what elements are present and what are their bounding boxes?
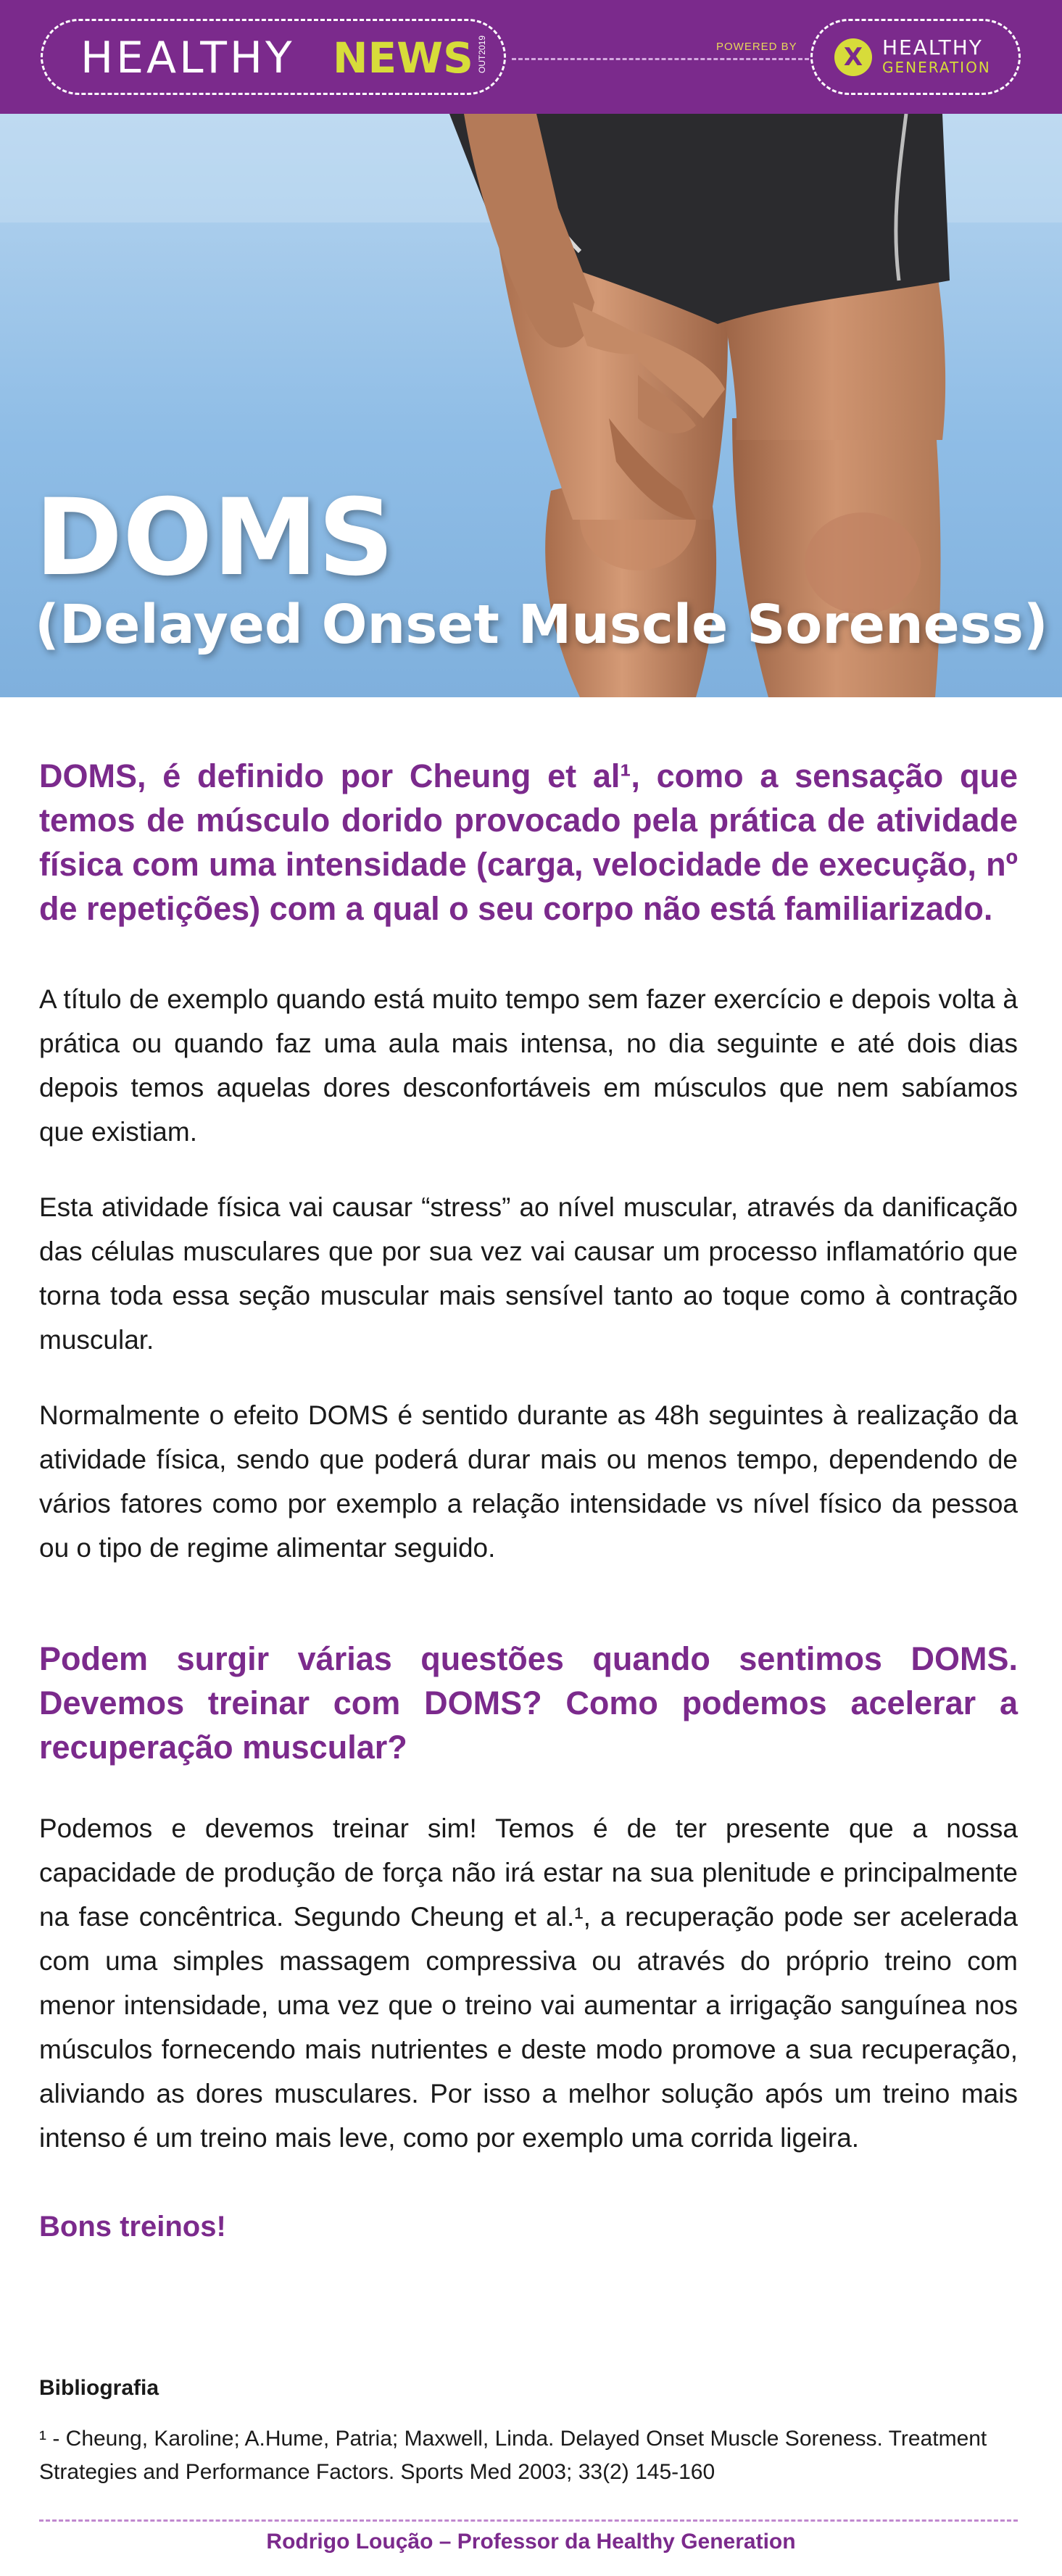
answer-paragraph: Podemos e devemos treinar sim! Temos é de ter presente que a nossa capacidade de produção de força não irá estar na sua plenitude e principalmente na fase concêntrica. Segundo Cheung et al.¹, a recuperação pode ser acelerada com uma simples massagem compressiva ou através do próprio treino com menor intensidade, uma vez que o treino vai aumentar a irrigação sanguínea nos músculos fornecendo mais nutrientes e deste modo promove a sua recuperação, aliviando as dores musculares. Por isso a melhor solução após um treino mais intenso é um treino mais leve, como por exemplo uma corrida ligeira. <box>39 1813 1018 2153</box>
issue-date: OUT2019 <box>477 35 487 74</box>
partner-healthy-text: HEALTHY <box>882 36 983 59</box>
signoff: Bons treinos! <box>39 2211 226 2243</box>
partner-generation-text: GENERATION <box>882 59 991 76</box>
author-credit: Rodrigo Loução – Professor da Healthy Generation <box>266 2530 796 2554</box>
partner-logo[interactable] <box>810 19 1021 95</box>
brand-logo[interactable] <box>41 19 506 95</box>
powered-by-label: POWERED BY <box>716 41 797 53</box>
runner-icon: X <box>834 38 872 76</box>
page-subtitle: (Delayed Onset Muscle Soreness) <box>35 594 1048 656</box>
section-question: Podem surgir várias questões quando sentimos DOMS. Devemos treinar com DOMS? Como podemos acelerar a recuperação muscular? <box>39 1640 1018 1766</box>
lead-paragraph: DOMS, é definido por Cheung et al¹, como a sensação que temos de músculo dorido provocado pela prática de atividade física com uma intensidade (carga, velocidade de execução, nº de repetições) com a qual o seu corpo não está familiarizado. <box>39 757 1018 927</box>
article-body <box>39 754 1018 2484</box>
brand-healthy-text: HEALTHY <box>80 33 295 83</box>
bibliography-title: Bibliografia <box>39 2376 159 2400</box>
footer-divider <box>39 2519 1018 2522</box>
brand-news-text: NEWS <box>333 33 473 83</box>
header-bar <box>0 0 1062 114</box>
hero-banner <box>0 114 1062 697</box>
paragraph-3: Normalmente o efeito DOMS é sentido durante as 48h seguintes à realização da atividade física, sendo que poderá durar mais ou menos tempo, dependendo de vários fatores como por exemplo a relação intensidade vs nível físico da pessoa ou o tipo de regime alimentar seguido. <box>39 1400 1018 1563</box>
paragraph-2: Esta atividade física vai causar “stress” ao nível muscular, através da danificação das células musculares que por sua vez vai causar um processo inflamatório que torna toda essa seção muscular mais sensível tanto ao toque como à contração muscular. <box>39 1192 1018 1355</box>
page-title: DOMS <box>35 476 394 599</box>
paragraph-1: A título de exemplo quando está muito tempo sem fazer exercício e depois volta à prática ou quando faz uma aula mais intensa, no dia seguinte e até dois dias depois temos aquelas dores desconfortáveis em músculos que nem sabíamos que existiam. <box>39 984 1018 1147</box>
bibliography-entry: ¹ - Cheung, Karoline; A.Hume, Patria; Maxwell, Linda. Delayed Onset Muscle Soreness. Treatment Strategies and Performance Factors. Sports Med 2003; 33(2) 145-160 <box>39 2427 987 2484</box>
header-divider <box>512 58 809 60</box>
